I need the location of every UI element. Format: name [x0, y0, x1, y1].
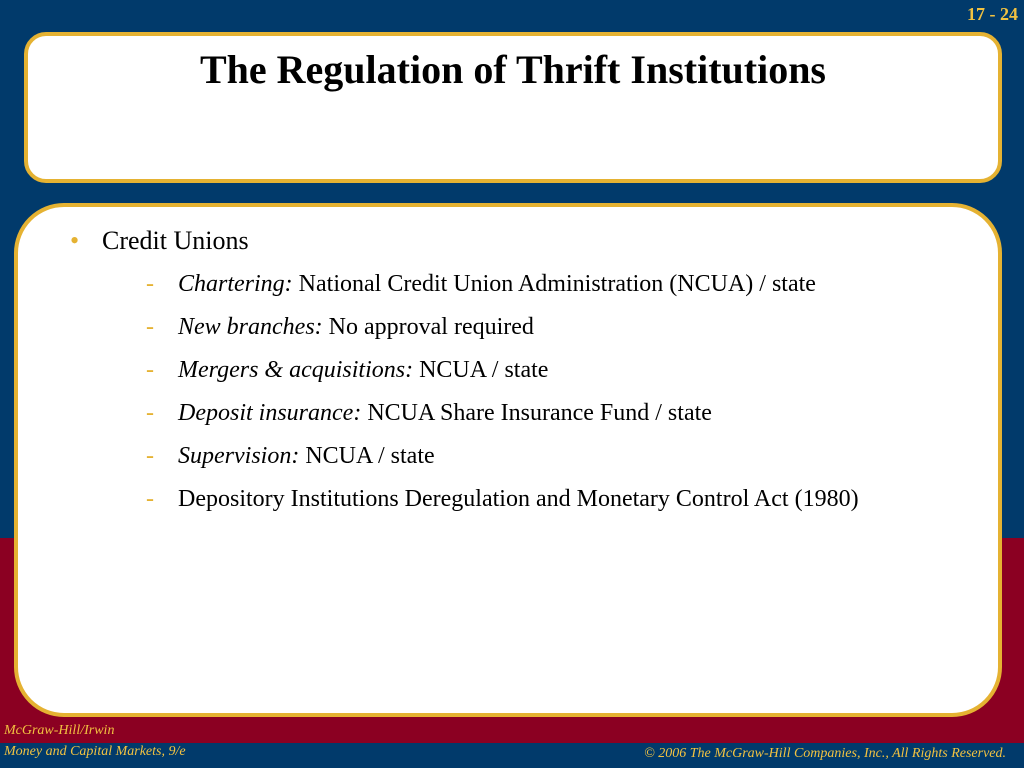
- footer-publisher: McGraw-Hill/Irwin: [4, 723, 115, 738]
- sub-item-label: Supervision:: [178, 443, 300, 470]
- bullet-list: [70, 225, 970, 524]
- sub-item-text: NCUA Share Insurance Fund / state: [361, 400, 712, 427]
- sub-item-marker: -: [146, 486, 154, 513]
- title-panel: [24, 32, 1002, 183]
- sub-item-text: NCUA / state: [299, 443, 435, 470]
- slide-number: 17 - 24: [967, 4, 1018, 24]
- footer-copyright: © 2006 The McGraw-Hill Companies, Inc., All Rights Reserved.: [644, 746, 1006, 761]
- bullet-text: Credit Unions: [102, 226, 249, 255]
- content-panel: [14, 203, 1002, 717]
- sub-item-chartering: [102, 266, 970, 303]
- sub-item-marker: -: [146, 314, 154, 341]
- sub-item-text: Depository Institutions Deregulation and Monetary Control Act (1980): [178, 486, 859, 513]
- sub-item-mergers: [102, 352, 970, 389]
- sub-item-deposit-insurance: [102, 395, 970, 432]
- bullet-item-credit-unions: [70, 225, 970, 518]
- sub-item-marker: -: [146, 400, 154, 427]
- sub-item-text: National Credit Union Administration (NCUA) / state: [292, 271, 816, 298]
- sub-item-new-branches: [102, 309, 970, 346]
- footer-left: [4, 720, 186, 762]
- sub-item-label: New branches:: [178, 314, 323, 341]
- sub-item-marker: -: [146, 357, 154, 384]
- sub-item-marker: -: [146, 443, 154, 470]
- sub-item-label: Mergers & acquisitions:: [178, 357, 414, 384]
- bullet-marker: •: [70, 226, 80, 255]
- sub-item-text: NCUA / state: [413, 357, 549, 384]
- sub-item-marker: -: [146, 271, 154, 298]
- sub-item-supervision: [102, 438, 970, 475]
- sub-item-label: Chartering:: [178, 271, 293, 298]
- sub-bullet-list: [102, 266, 970, 518]
- sub-item-didmca: [102, 481, 970, 518]
- sub-item-text: No approval required: [322, 314, 534, 341]
- slide-title: The Regulation of Thrift Institutions: [199, 47, 826, 92]
- footer-book-title: Money and Capital Markets, 9/e: [4, 744, 186, 759]
- sub-item-label: Deposit insurance:: [178, 400, 362, 427]
